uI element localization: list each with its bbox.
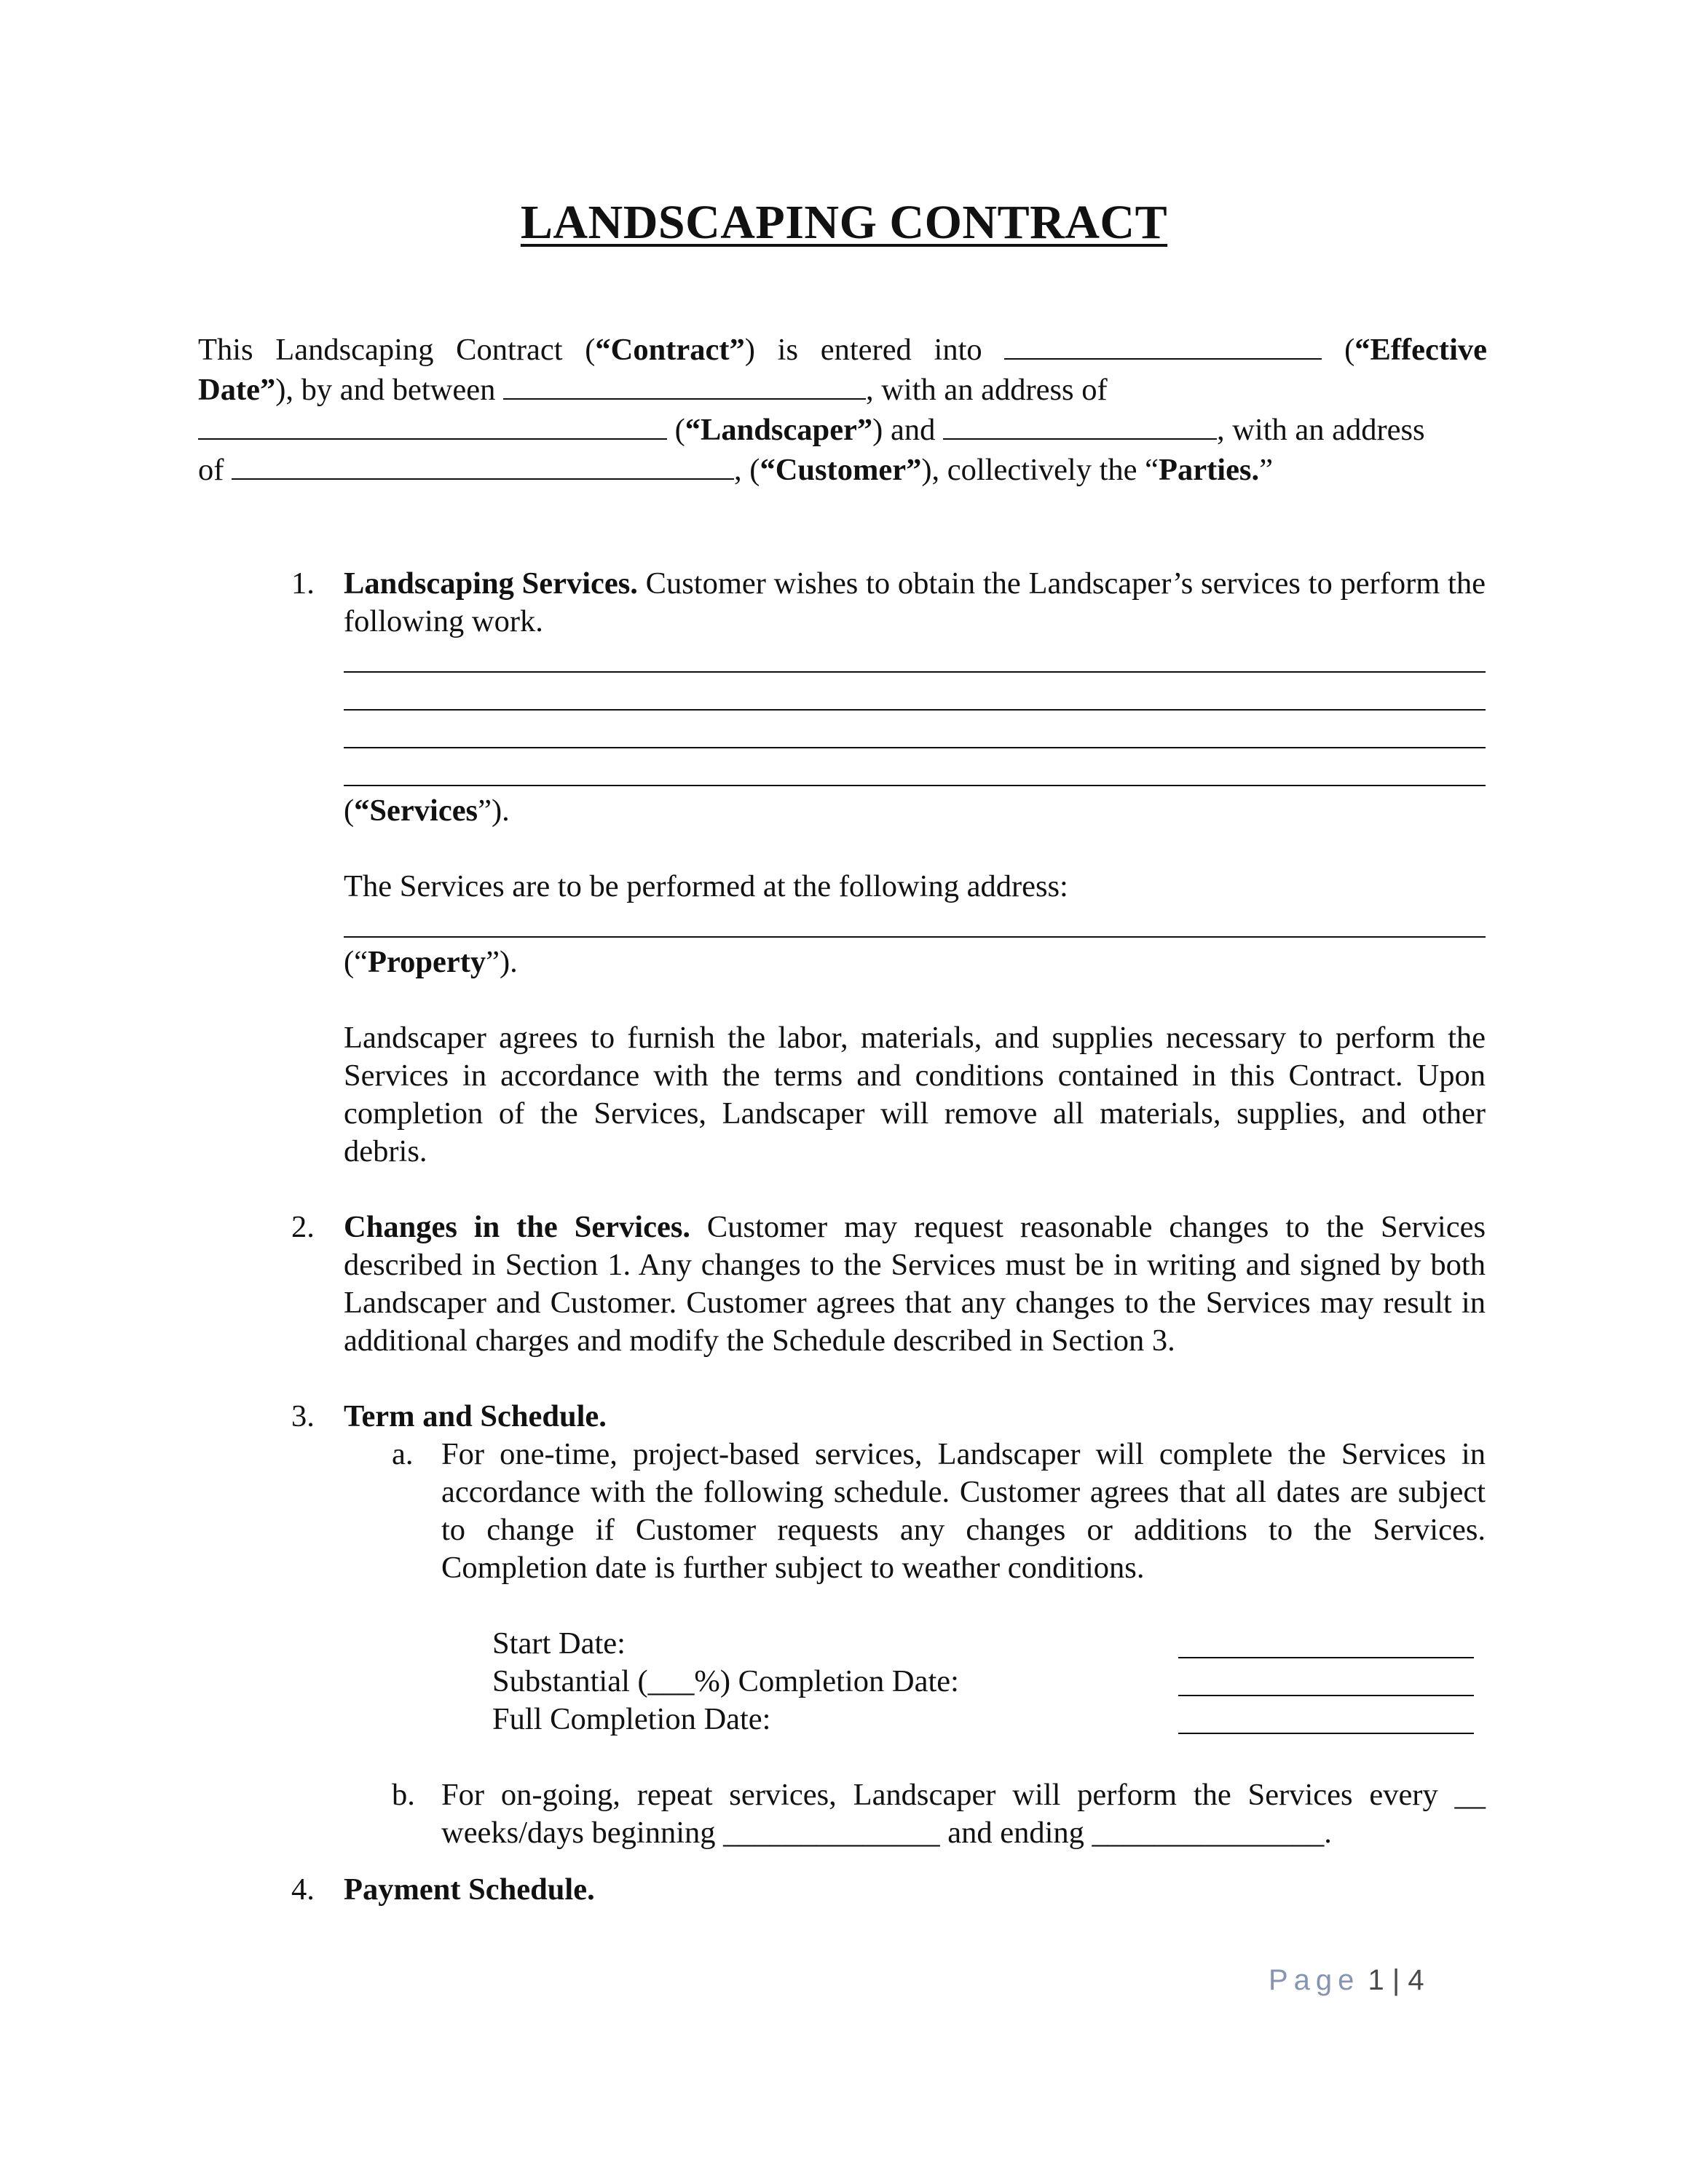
section-3b-line-1: For on-going, repeat services, Landscaper will perform the Services every __ <box>441 1778 1486 1812</box>
section-2-text <box>344 1208 1486 1360</box>
section-1-description: Customer wishes to obtain the Landscaper’s services to perform the following work. <box>344 566 1486 638</box>
property-address-line[interactable] <box>344 936 1486 938</box>
intro-text: , ( <box>734 453 760 487</box>
intro-text: This Landscaping Contract ( <box>198 333 596 367</box>
intro-line-4 <box>198 449 1487 489</box>
intro-line-1 <box>198 329 1487 369</box>
section-3-heading-text: Term and Schedule. <box>344 1399 607 1433</box>
start-date-label: Start Date: <box>492 1626 626 1661</box>
intro-text: ), by and between <box>275 373 503 407</box>
start-date-blank[interactable] <box>1178 1657 1474 1658</box>
substantial-completion-blank[interactable] <box>1178 1695 1474 1696</box>
customer-name-blank[interactable] <box>943 409 1217 440</box>
page-label: Page <box>1269 1964 1360 1996</box>
work-description-line-3[interactable] <box>344 747 1486 748</box>
intro-text: , with an address of <box>865 373 1108 407</box>
intro-text: ( <box>667 413 685 447</box>
services-term: “Services <box>354 794 478 828</box>
section-3b-letter: b. <box>392 1778 415 1812</box>
section-3-heading <box>344 1398 1486 1436</box>
section-3a-letter: a. <box>392 1437 414 1471</box>
intro-text: of <box>198 453 232 487</box>
property-paren-close: ”). <box>486 945 518 979</box>
section-1-number: 1. <box>291 566 315 601</box>
intro-text: ) and <box>872 413 943 447</box>
intro-term-effective: “Effective <box>1354 333 1487 367</box>
intro-term-landscaper: “Landscaper” <box>685 413 873 447</box>
section-4-heading-text: Payment Schedule. <box>344 1872 595 1907</box>
section-2-number: 2. <box>291 1210 315 1244</box>
intro-line-2 <box>198 369 1487 409</box>
section-2-description: Customer may request reasonable changes to the Services described in Section 1. Any changes to the Services must be in writing and signed by both Landscaper and Customer. Customer agrees that any changes to the Services may result in additional charges and modify the Schedule described in Section 3. <box>344 1210 1486 1358</box>
intro-text: ” <box>1259 453 1273 487</box>
page-number-footer <box>1269 1964 1424 1997</box>
full-completion-label: Full Completion Date: <box>492 1702 771 1736</box>
section-4-number: 4. <box>291 1872 315 1907</box>
services-paren-close: ”). <box>478 794 510 828</box>
landscaper-name-blank[interactable] <box>503 369 866 400</box>
section-4-heading <box>344 1871 1486 1909</box>
substantial-completion-label: Substantial (___%) Completion Date: <box>492 1664 959 1698</box>
section-3b-text <box>441 1776 1486 1852</box>
page-number: 1 | 4 <box>1368 1964 1424 1996</box>
section-1-heading: Landscaping Services. <box>344 566 638 601</box>
full-completion-blank[interactable] <box>1178 1733 1474 1734</box>
property-term: Property <box>368 945 486 979</box>
intro-term-date: Date” <box>198 373 276 407</box>
intro-text: ) is entered into <box>744 333 1005 367</box>
intro-term-contract: “Contract” <box>595 333 745 367</box>
intro-text: ( <box>1322 333 1355 367</box>
property-paren: (“ <box>344 945 368 979</box>
intro-text: , with an address <box>1216 413 1425 447</box>
services-definition <box>344 792 1486 830</box>
work-description-line-4[interactable] <box>344 785 1486 786</box>
customer-address-blank[interactable] <box>232 449 734 480</box>
work-description-line-2[interactable] <box>344 709 1486 711</box>
furnish-paragraph: Landscaper agrees to furnish the labor, materials, and supplies necessary to perform the Services in accordance with the terms and conditions contained in this Contract. Upon completion of the Services, Landscaper will remove all materials, supplies, and other debris. <box>344 1021 1486 1168</box>
intro-term-parties: Parties. <box>1159 453 1260 487</box>
section-3a-text: For one-time, project-based services, Landscaper will complete the Services in accordance with the following schedule. Customer agrees that all dates are subject to change if Customer requests any changes or additions to the Services. Completion date is further subject to weather conditions. <box>441 1437 1486 1585</box>
effective-date-blank[interactable] <box>1004 329 1322 360</box>
document-title: LANDSCAPING CONTRACT <box>520 196 1168 249</box>
section-3-number: 3. <box>291 1399 315 1433</box>
intro-text: ), collectively the “ <box>921 453 1159 487</box>
section-2-heading: Changes in the Services. <box>344 1210 691 1244</box>
section-1-text <box>344 565 1486 641</box>
landscaper-address-blank[interactable] <box>198 409 667 440</box>
intro-line-3 <box>198 409 1487 449</box>
services-paren: ( <box>344 794 355 828</box>
intro-term-customer: “Customer” <box>760 453 922 487</box>
property-address-prompt: The Services are to be performed at the following address: <box>344 869 1068 903</box>
intro-paragraph <box>198 329 1487 489</box>
property-definition <box>344 943 1486 981</box>
section-3b-line-2: weeks/days beginning ______________ and ending _______________. <box>441 1816 1332 1850</box>
work-description-line-1[interactable] <box>344 671 1486 673</box>
